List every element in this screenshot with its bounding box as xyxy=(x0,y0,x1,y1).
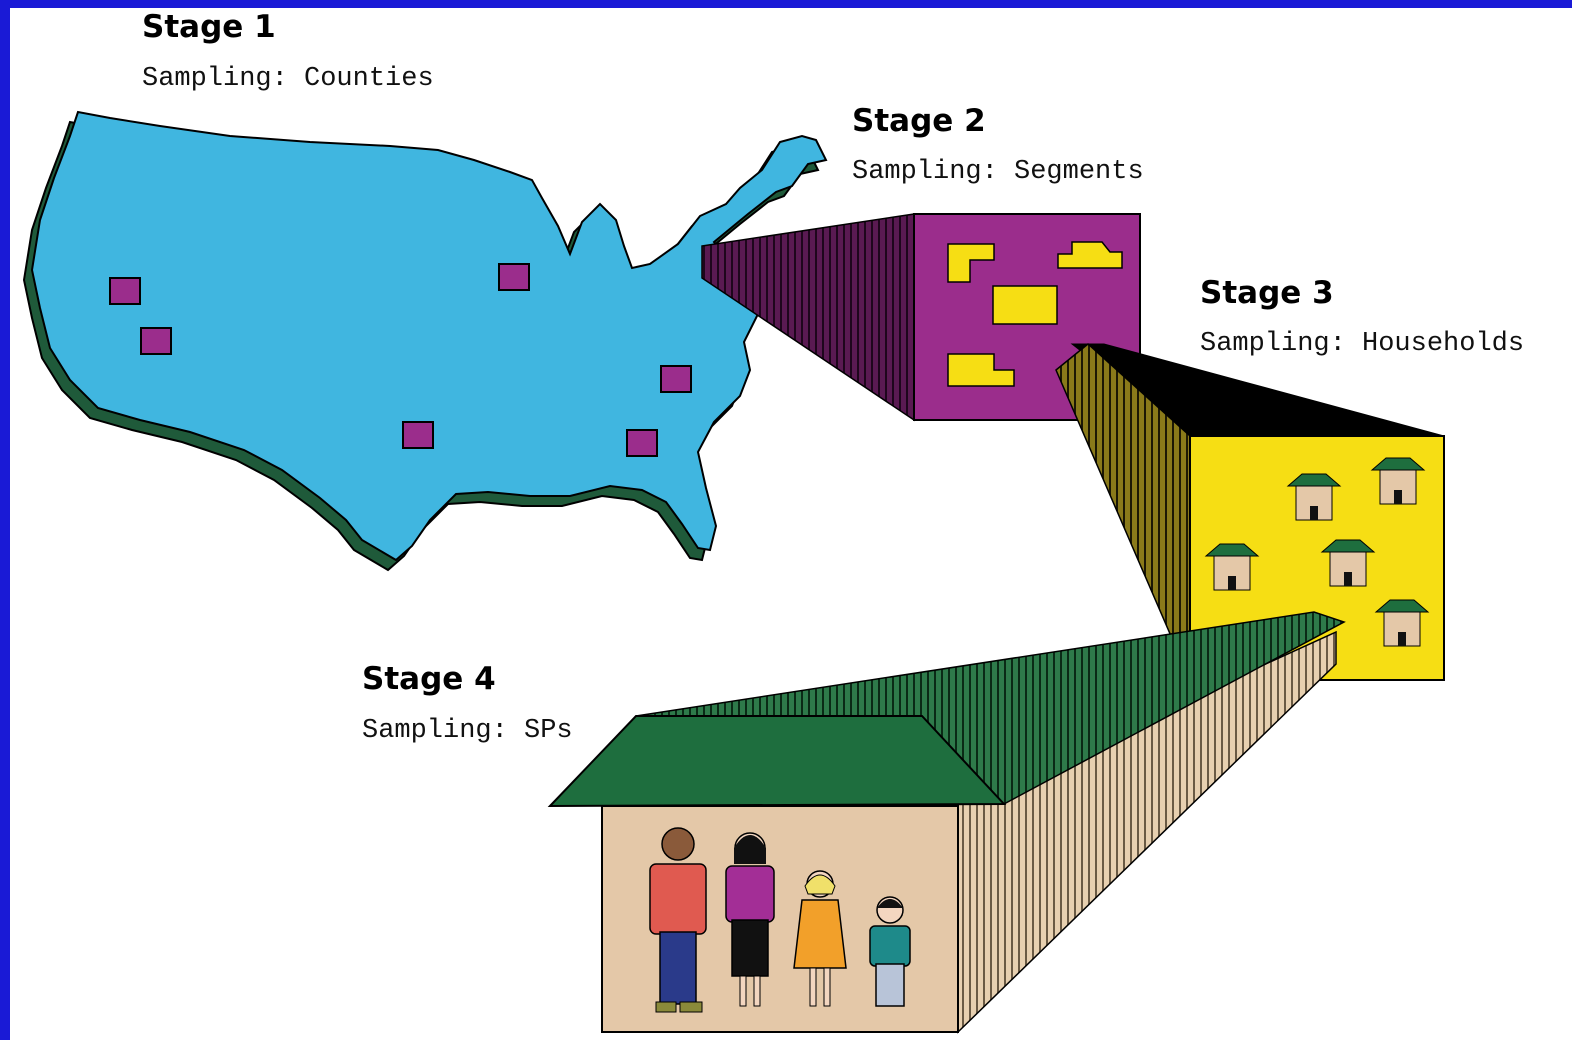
multistage-sampling-diagram xyxy=(10,8,1572,1040)
stage-4-title: Stage 4 xyxy=(362,661,496,697)
county-marker xyxy=(403,422,433,448)
segment-block xyxy=(993,286,1057,324)
county-marker xyxy=(627,430,657,456)
stage-2-title: Stage 2 xyxy=(852,103,986,139)
stage-3-sampling: Sampling: Households xyxy=(1200,329,1525,359)
county-marker xyxy=(141,328,171,354)
stage-4-sampling: Sampling: SPs xyxy=(362,716,573,746)
household-members-zoom xyxy=(550,612,1344,1032)
stage-2-sampling: Sampling: Segments xyxy=(852,157,1144,187)
county-marker xyxy=(499,264,529,290)
roof-front xyxy=(550,716,1004,806)
house-icon xyxy=(1376,600,1428,646)
house-icon xyxy=(1288,474,1340,520)
us-map xyxy=(24,112,826,570)
stage-1-title: Stage 1 xyxy=(142,9,276,45)
stage-3-title: Stage 3 xyxy=(1200,275,1334,311)
county-marker xyxy=(110,278,140,304)
house-icon xyxy=(1206,544,1258,590)
house-icon xyxy=(1372,458,1424,504)
slide xyxy=(10,8,1572,1040)
house-icon xyxy=(1322,540,1374,586)
stage-1-sampling: Sampling: Counties xyxy=(142,64,434,94)
county-marker xyxy=(661,366,691,392)
